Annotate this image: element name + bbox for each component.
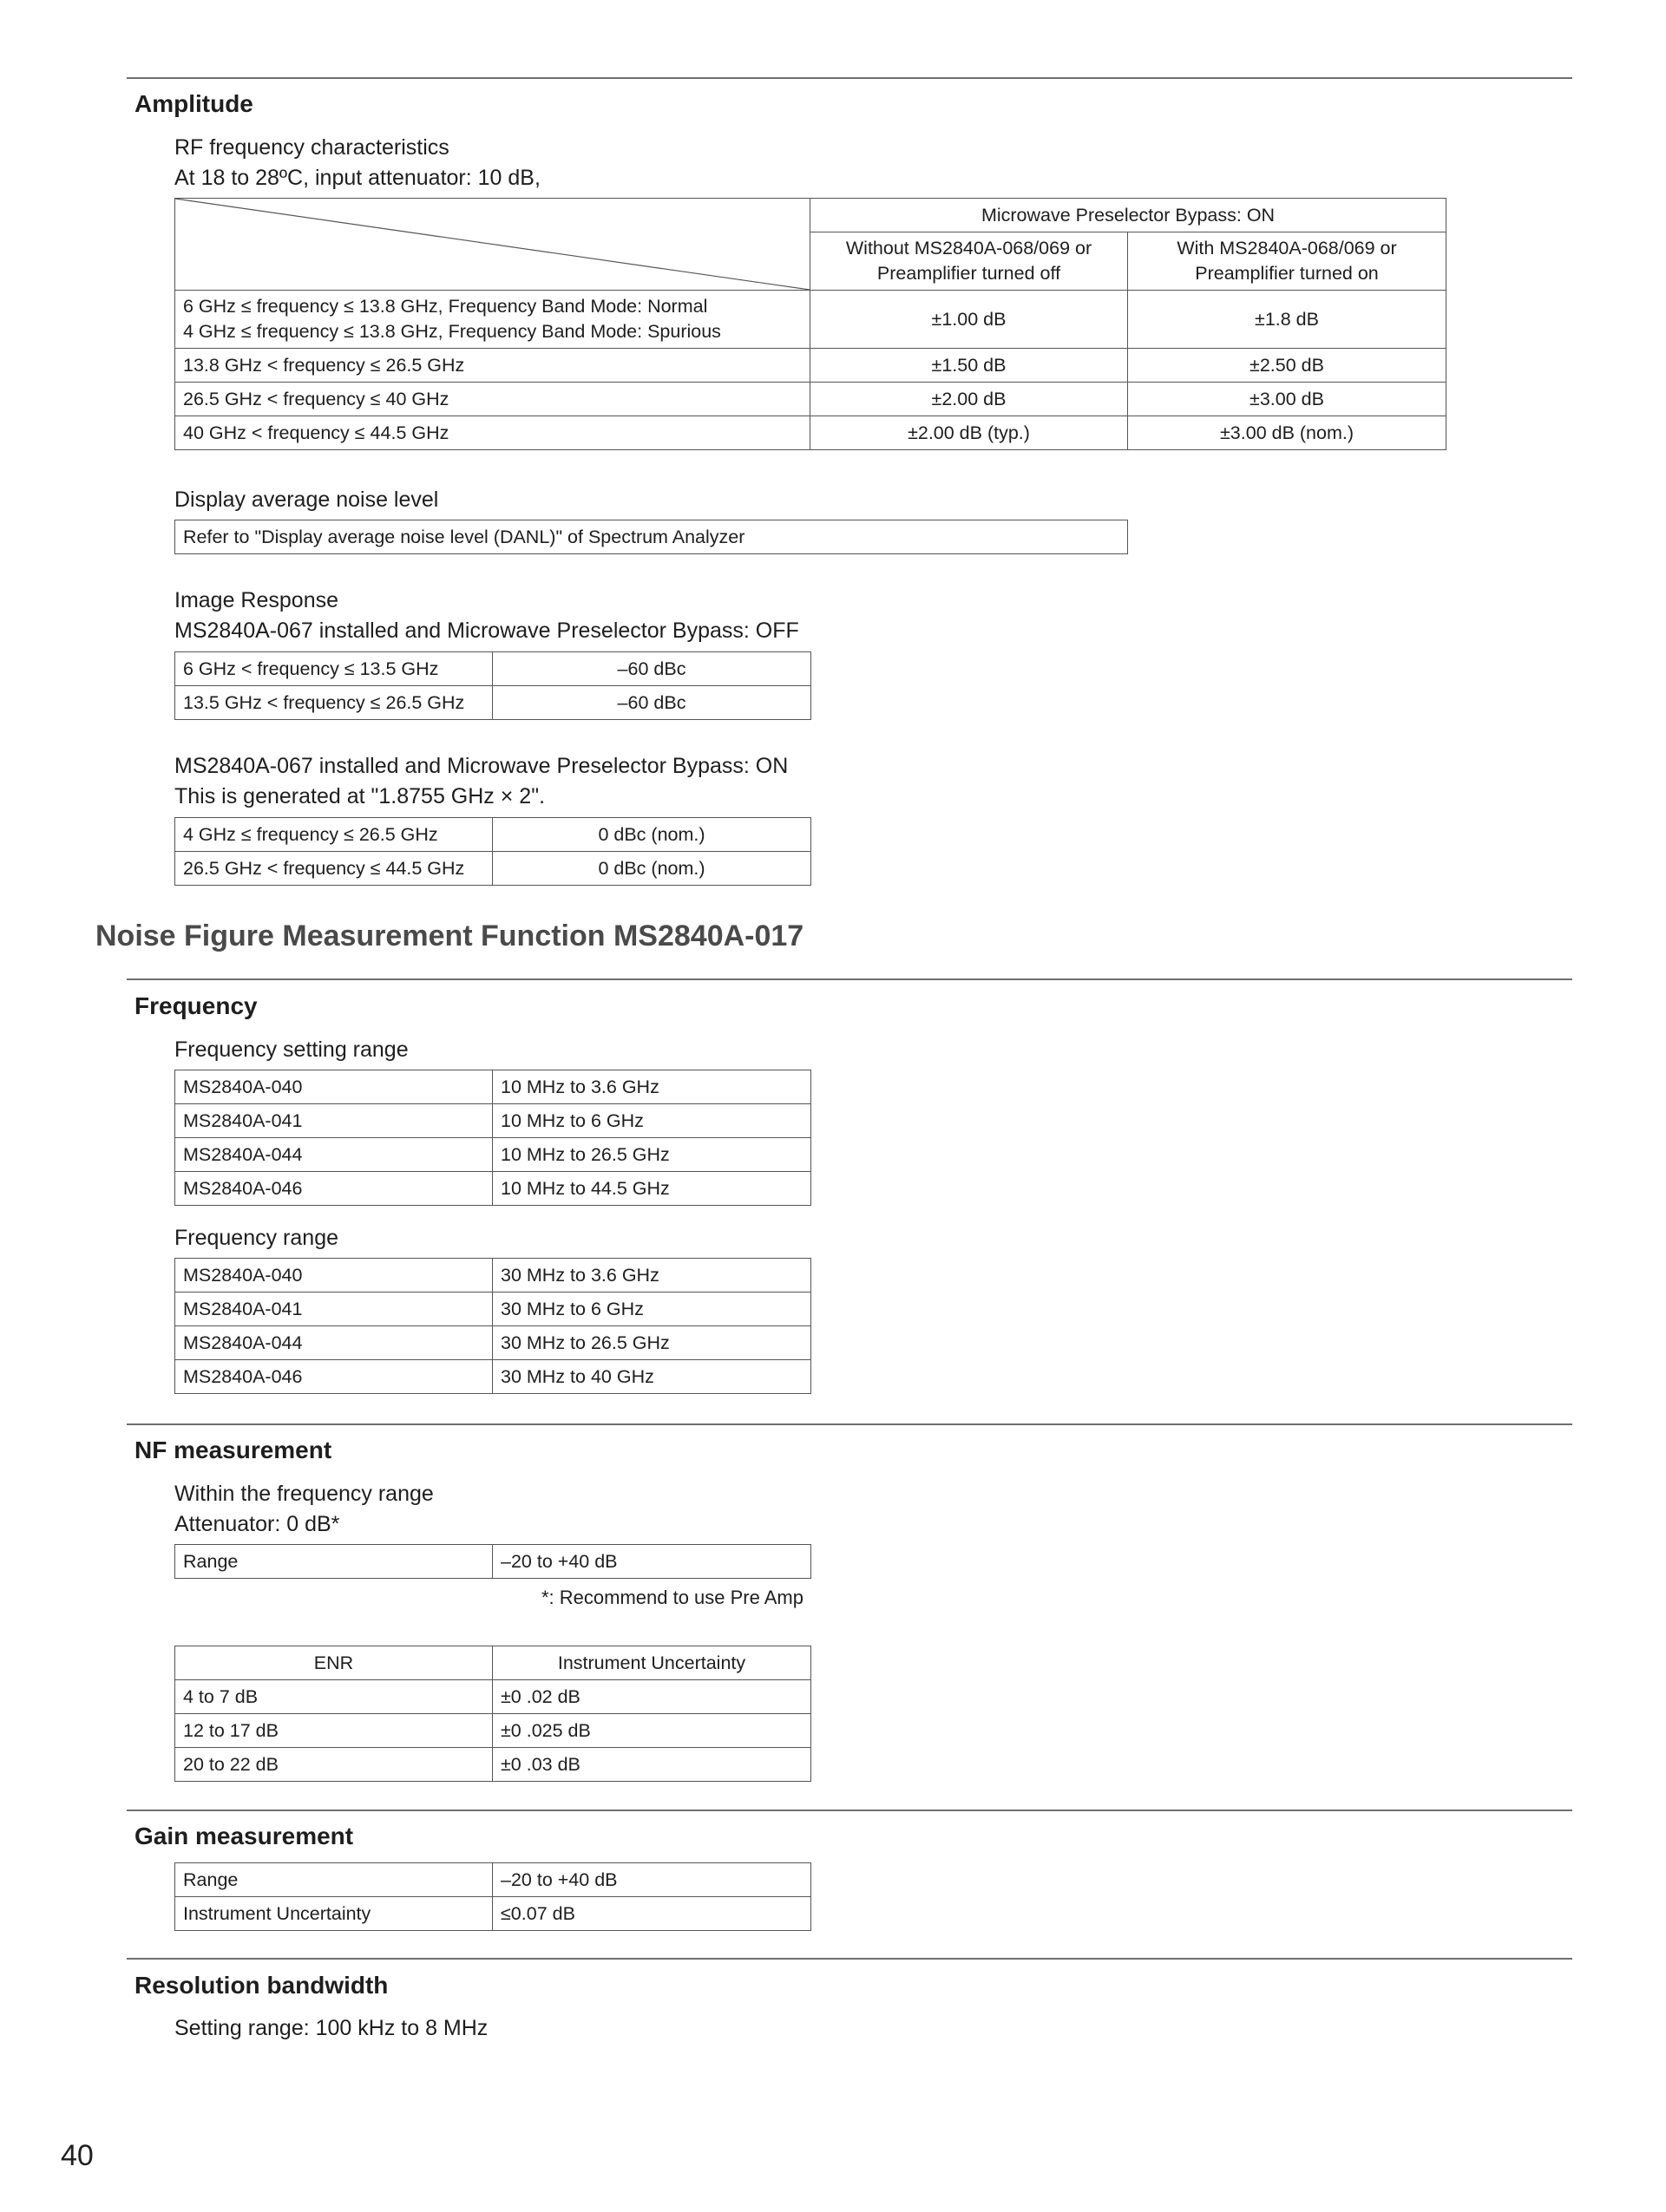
section-divider bbox=[127, 1958, 1572, 1960]
frequency-cell: 4 GHz ≤ frequency ≤ 26.5 GHz bbox=[175, 818, 493, 852]
table-header-row bbox=[175, 199, 1446, 232]
model-cell: MS2840A-046 bbox=[175, 1172, 493, 1206]
image-response-note: This is generated at "1.8755 GHz × 2". bbox=[174, 784, 546, 808]
table-row bbox=[175, 1360, 811, 1394]
section-divider bbox=[127, 978, 1572, 980]
resolution-bandwidth-heading: Resolution bandwidth bbox=[134, 1972, 389, 1999]
gain-table bbox=[174, 1862, 811, 1931]
table-row bbox=[175, 1714, 811, 1748]
frequency-cell: 6 GHz < frequency ≤ 13.5 GHz bbox=[175, 652, 493, 686]
danl-reference-cell: Refer to "Display average noise level (DANL)" of Spectrum Analyzer bbox=[175, 520, 1128, 554]
value-cell: ±1.8 dB bbox=[1128, 291, 1446, 349]
table-row bbox=[175, 1748, 811, 1782]
value-cell: ±3.00 dB bbox=[1128, 383, 1446, 416]
section-divider bbox=[127, 77, 1572, 79]
nf-condition-line2: Attenuator: 0 dB* bbox=[174, 1512, 340, 1536]
condition-line: 6 GHz ≤ frequency ≤ 13.8 GHz, Frequency Band Mode: Normal bbox=[183, 296, 708, 317]
table-row bbox=[175, 1259, 811, 1293]
rf-characteristics-table bbox=[174, 198, 1446, 450]
condition-cell: 26.5 GHz < frequency ≤ 40 GHz bbox=[175, 383, 810, 416]
table-row bbox=[175, 416, 1446, 450]
value-cell: 0 dBc (nom.) bbox=[493, 852, 811, 886]
table-row bbox=[175, 852, 811, 886]
gain-value-cell: –20 to +40 dB bbox=[493, 1863, 811, 1897]
frequency-cell: 13.5 GHz < frequency ≤ 26.5 GHz bbox=[175, 686, 493, 720]
section-divider bbox=[127, 1810, 1572, 1811]
range-label-cell: Range bbox=[175, 1545, 493, 1579]
gain-label-cell: Instrument Uncertainty bbox=[175, 1897, 493, 1931]
setting-range-title: Frequency setting range bbox=[174, 1037, 409, 1062]
range-cell: 30 MHz to 26.5 GHz bbox=[493, 1326, 811, 1360]
model-cell: MS2840A-041 bbox=[175, 1293, 493, 1326]
range-cell: 30 MHz to 40 GHz bbox=[493, 1360, 811, 1394]
value-cell: ±2.00 dB bbox=[810, 383, 1128, 416]
model-cell: MS2840A-044 bbox=[175, 1326, 493, 1360]
table-row bbox=[175, 686, 811, 720]
rf-characteristics-title: RF frequency characteristics bbox=[174, 135, 449, 160]
range-cell: 10 MHz to 3.6 GHz bbox=[493, 1070, 811, 1104]
danl-title: Display average noise level bbox=[174, 488, 439, 512]
table-row bbox=[175, 1545, 811, 1579]
rf-characteristics-condition: At 18 to 28ºC, input attenuator: 10 dB, bbox=[174, 166, 541, 190]
table-row bbox=[175, 1104, 811, 1138]
table-row bbox=[175, 520, 1128, 554]
enr-uncertainty-table bbox=[174, 1646, 811, 1782]
diagonal-line bbox=[175, 199, 810, 290]
image-response-title: Image Response bbox=[174, 588, 339, 612]
nf-measurement-heading: NF measurement bbox=[134, 1436, 332, 1463]
table-row bbox=[175, 1680, 811, 1714]
model-cell: MS2840A-044 bbox=[175, 1138, 493, 1172]
condition-line: 4 GHz ≤ frequency ≤ 13.8 GHz, Frequency Band Mode: Spurious bbox=[183, 321, 721, 342]
image-response-condition-on: MS2840A-067 installed and Microwave Preselector Bypass: ON bbox=[174, 754, 789, 778]
condition-cell: 13.8 GHz < frequency ≤ 26.5 GHz bbox=[175, 349, 810, 383]
enr-header: ENR bbox=[175, 1646, 493, 1680]
range-cell: 10 MHz to 44.5 GHz bbox=[493, 1172, 811, 1206]
value-cell: ±2.00 dB (typ.) bbox=[810, 416, 1128, 450]
table-row bbox=[175, 1070, 811, 1104]
value-cell: –60 dBc bbox=[493, 652, 811, 686]
uncertainty-cell: ±0 .02 dB bbox=[493, 1680, 811, 1714]
value-cell: –60 dBc bbox=[493, 686, 811, 720]
table-row bbox=[175, 652, 811, 686]
column-header-with bbox=[1128, 232, 1446, 291]
table-row bbox=[175, 1138, 811, 1172]
value-cell: ±2.50 dB bbox=[1128, 349, 1446, 383]
diagonal-header-cell bbox=[175, 199, 810, 291]
table-row bbox=[175, 349, 1446, 383]
setting-range-table bbox=[174, 1070, 811, 1206]
model-cell: MS2840A-041 bbox=[175, 1104, 493, 1138]
header-line: Preamplifier turned on bbox=[1195, 263, 1379, 284]
range-cell: 10 MHz to 26.5 GHz bbox=[493, 1138, 811, 1172]
condition-cell bbox=[175, 291, 810, 349]
condition-cell: 40 GHz < frequency ≤ 44.5 GHz bbox=[175, 416, 810, 450]
table-row bbox=[175, 1172, 811, 1206]
pre-amp-note: *: Recommend to use Pre Amp bbox=[541, 1587, 803, 1608]
page-number: 40 bbox=[61, 2139, 94, 2172]
table-row bbox=[175, 1293, 811, 1326]
model-cell: MS2840A-040 bbox=[175, 1070, 493, 1104]
column-header-without bbox=[810, 232, 1128, 291]
table-row bbox=[175, 818, 811, 852]
section-divider bbox=[127, 1423, 1572, 1425]
enr-cell: 12 to 17 dB bbox=[175, 1714, 493, 1748]
value-cell: ±1.50 dB bbox=[810, 349, 1128, 383]
table-row bbox=[175, 383, 1446, 416]
table-header-row bbox=[175, 1646, 811, 1680]
table-row bbox=[175, 1863, 811, 1897]
frequency-range-table bbox=[174, 1258, 811, 1394]
header-line: With MS2840A-068/069 or bbox=[1177, 238, 1397, 259]
range-cell: 30 MHz to 6 GHz bbox=[493, 1293, 811, 1326]
value-cell: 0 dBc (nom.) bbox=[493, 818, 811, 852]
gain-label-cell: Range bbox=[175, 1863, 493, 1897]
table-row bbox=[175, 1326, 811, 1360]
enr-cell: 4 to 7 dB bbox=[175, 1680, 493, 1714]
nf-condition-line1: Within the frequency range bbox=[174, 1482, 434, 1506]
value-cell: ±3.00 dB (nom.) bbox=[1128, 416, 1446, 450]
table-row bbox=[175, 1897, 811, 1931]
range-cell: 30 MHz to 3.6 GHz bbox=[493, 1259, 811, 1293]
uncertainty-header: Instrument Uncertainty bbox=[493, 1646, 811, 1680]
range-value-cell: –20 to +40 dB bbox=[493, 1545, 811, 1579]
uncertainty-cell: ±0 .025 dB bbox=[493, 1714, 811, 1748]
enr-cell: 20 to 22 dB bbox=[175, 1748, 493, 1782]
gain-value-cell: ≤0.07 dB bbox=[493, 1897, 811, 1931]
frequency-heading: Frequency bbox=[134, 992, 258, 1019]
image-response-off-table bbox=[174, 651, 811, 720]
image-response-condition-off: MS2840A-067 installed and Microwave Preselector Bypass: OFF bbox=[174, 618, 799, 643]
gain-measurement-heading: Gain measurement bbox=[134, 1823, 354, 1849]
image-response-on-table bbox=[174, 817, 811, 886]
value-cell: ±1.00 dB bbox=[810, 291, 1128, 349]
uncertainty-cell: ±0 .03 dB bbox=[493, 1748, 811, 1782]
nf-range-table bbox=[174, 1544, 811, 1579]
table-row bbox=[175, 291, 1446, 349]
group-header: Microwave Preselector Bypass: ON bbox=[810, 199, 1446, 232]
frequency-cell: 26.5 GHz < frequency ≤ 44.5 GHz bbox=[175, 852, 493, 886]
model-cell: MS2840A-040 bbox=[175, 1259, 493, 1293]
noise-figure-title: Noise Figure Measurement Function MS2840A-017 bbox=[95, 919, 804, 952]
header-line: Without MS2840A-068/069 or bbox=[845, 238, 1092, 259]
amplitude-heading: Amplitude bbox=[134, 90, 253, 117]
header-line: Preamplifier turned off bbox=[876, 263, 1061, 284]
resolution-bandwidth-text: Setting range: 100 kHz to 8 MHz bbox=[174, 2016, 489, 2040]
model-cell: MS2840A-046 bbox=[175, 1360, 493, 1394]
range-cell: 10 MHz to 6 GHz bbox=[493, 1104, 811, 1138]
frequency-range-title: Frequency range bbox=[174, 1226, 339, 1250]
danl-table bbox=[174, 520, 1128, 554]
